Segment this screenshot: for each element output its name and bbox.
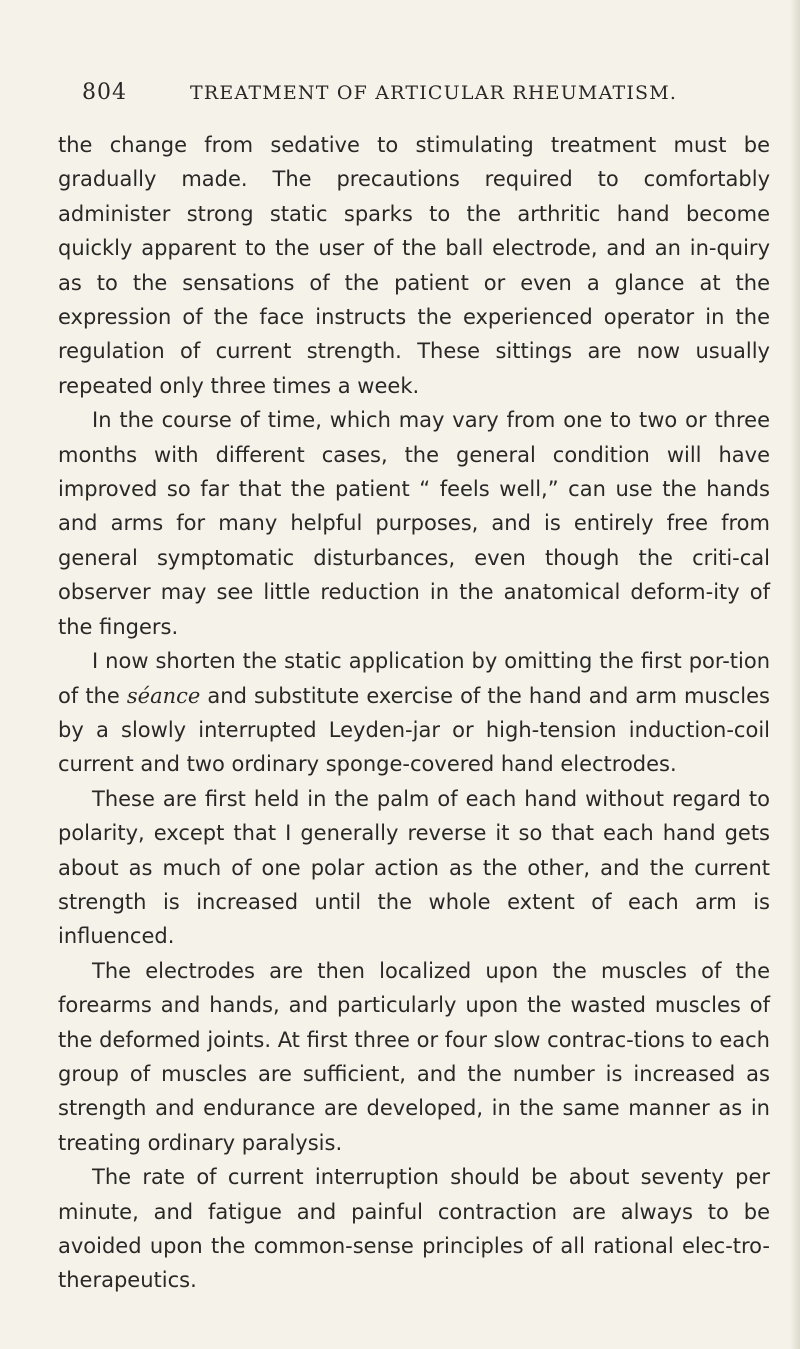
paragraph-3-part-1: I now shorten the static application by omitting the first por-tion of the — [58, 649, 770, 708]
paragraph-3 — [58, 644, 770, 782]
book-page — [52, 80, 770, 1298]
paragraph-3-part-2: and substitute exercise of the hand and arm muscles by a slowly interrupted Leyden-jar or high-tension induction-coil current and two ordinary sponge-covered hand electrodes. — [58, 683, 770, 777]
page-edge-shadow — [790, 0, 800, 1349]
paragraph-2: In the course of time, which may vary from one to two or three months with different cases, the general condition will have improved so far that the patient “ feels well,” can use the hands and arms for many helpful purposes, and is entirely free from general symptomatic disturbances, even though the criti-cal observer may see little reduction in the anatomical deform-ity of the fingers. — [58, 408, 770, 639]
running-head — [52, 80, 770, 110]
paragraph-6: The rate of current interruption should be about seventy per minute, and fatigue and painful contraction are always to be avoided upon the common-sense principles of all rational elec-tro-therapeutics. — [58, 1165, 770, 1293]
body-text — [52, 128, 770, 1298]
page-number: 804 — [82, 80, 127, 105]
running-title: TREATMENT OF ARTICULAR RHEUMATISM. — [190, 82, 678, 104]
paragraph-4: These are first held in the palm of each hand without regard to polarity, except that I generally reverse it so that each hand gets about as much of one polar action as the other, and the current strength is increased until the whole extent of each arm is influenced. — [58, 786, 770, 949]
seance-italic: séance — [126, 683, 201, 708]
paragraph-1: the change from sedative to stimulating treatment must be gradually made. The precautions required to comfortably administer strong static sparks to the arthritic hand become quickly apparent to the user of the ball electrode, and an in-quiry as to the sensations of the patient or even a glance at the expression of the face instructs the experienced operator in the regulation of current strength. These sittings are now usually repeated only three times a week. — [58, 133, 770, 398]
paragraph-5: The electrodes are then localized upon the muscles of the forearms and hands, and particularly upon the wasted muscles of the deformed joints. At first three or four slow contrac-tions to each group of muscles are sufficient, and the number is increased as strength and endurance are developed, in the same manner as in treating ordinary paralysis. — [58, 958, 770, 1155]
